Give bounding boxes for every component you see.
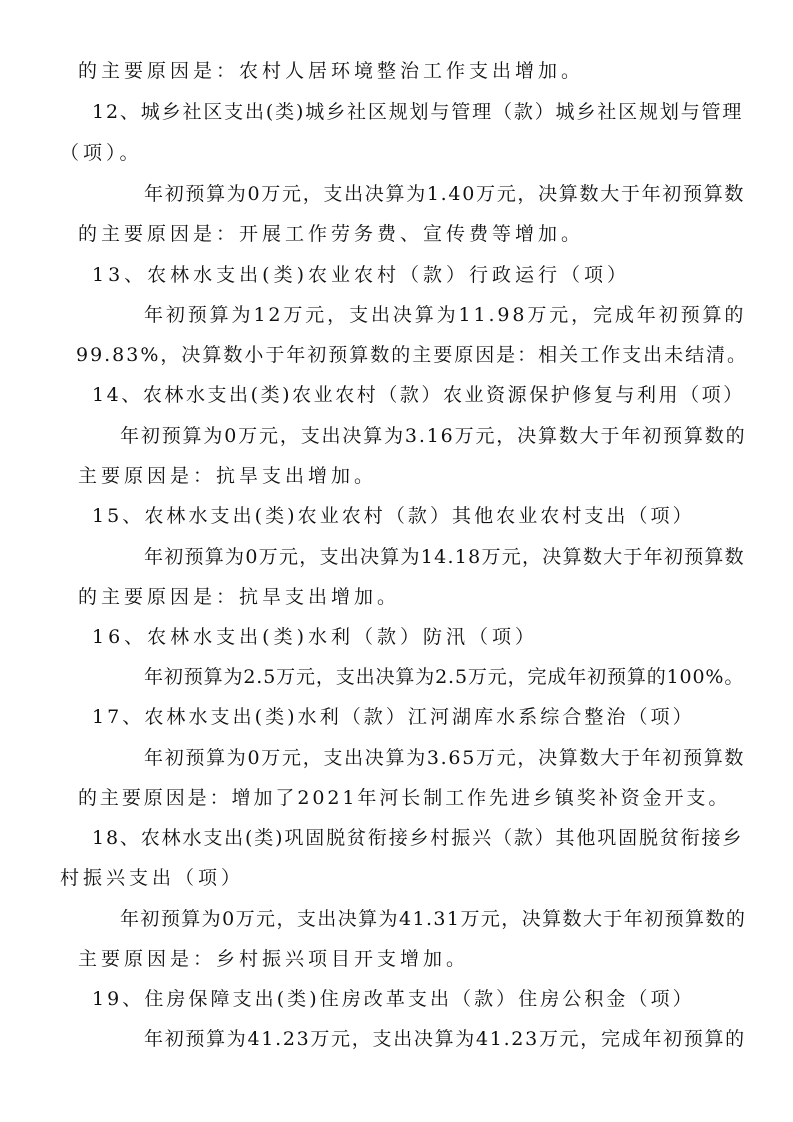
text-line: 的主要原因是：抗旱支出增加。 <box>78 586 401 608</box>
text-line: 主要原因是：抗旱支出增加。 <box>78 465 378 487</box>
text-line: 的主要原因是：增加了2021年河长制工作先进乡镇奖补资金开支。 <box>78 787 731 809</box>
item-16-heading: 16、农林水支出(类)水利（款）防汛（项） <box>92 626 539 648</box>
text-line: 年初预算为41.23万元，支出决算为41.23万元，完成年初预算的 <box>144 1028 746 1050</box>
text-line: 村振兴支出（项） <box>60 867 245 889</box>
item-19-heading: 19、住房保障支出(类)住房改革支出（款）住房公积金（项） <box>92 988 695 1010</box>
text-line: 的主要原因是：开展工作劳务费、宣传费等增加。 <box>78 223 585 245</box>
item-12-heading: 12、城乡社区支出(类)城乡社区规划与管理（款）城乡社区规划与管理 <box>92 101 744 123</box>
text-line: 年初预算为0万元，支出决算为41.31万元，决算数大于年初预算数的 <box>120 908 747 930</box>
text-line: （项）。 <box>60 142 143 164</box>
text-line: 年初预算为2.5万元，支出决算为2.5万元，完成年初预算的100%。 <box>144 666 745 688</box>
text-line: 主要原因是：乡村振兴项目开支增加。 <box>78 948 470 970</box>
item-13-heading: 13、农林水支出(类)农业农村（款）行政运行（项） <box>92 264 631 286</box>
text-line: 年初预算为0万元，支出决算为1.40万元，决算数大于年初预算数 <box>144 183 746 205</box>
item-15-heading: 15、农林水支出(类)农业农村（款）其他农业农村支出（项） <box>92 505 695 527</box>
text-line: 99.83%，决算数小于年初预算数的主要原因是：相关工作支出未结清。 <box>76 344 749 366</box>
text-line: 年初预算为0万元，支出决算为3.65万元，决算数大于年初预算数 <box>144 747 746 769</box>
item-14-heading: 14、农林水支出(类)农业农村（款）农业资源保护修复与利用（项） <box>92 384 745 406</box>
text-line: 年初预算为0万元，支出决算为14.18万元，决算数大于年初预算数 <box>144 546 745 568</box>
item-17-heading: 17、农林水支出(类)水利（款）江河湖库水系综合整治（项） <box>92 706 695 728</box>
text-line: 年初预算为0万元，支出决算为3.16万元，决算数大于年初预算数的 <box>120 425 747 447</box>
item-18-heading: 18、农林水支出(类)巩固脱贫衔接乡村振兴（款）其他巩固脱贫衔接乡 <box>92 827 744 849</box>
text-line: 年初预算为12万元，支出决算为11.98万元，完成年初预算的 <box>144 304 747 326</box>
text-line: 的主要原因是：农村人居环境整治工作支出增加。 <box>78 60 585 82</box>
